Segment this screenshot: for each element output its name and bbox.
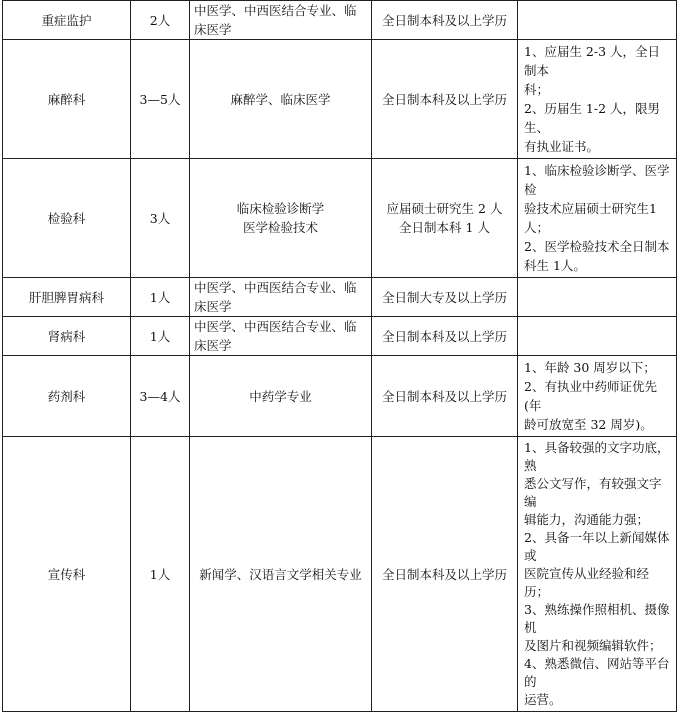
note-line: 1、年龄 30 周岁以下； [524, 360, 656, 375]
headcount-cell: 3—4人 [131, 356, 190, 437]
note-line: 2、具备一年以上新闻媒体或 [524, 530, 670, 563]
recruitment-table [2, 0, 677, 712]
headcount-cell: 1人 [131, 317, 190, 356]
note-line: 科； [524, 82, 550, 97]
major-line: 中药学专业 [249, 388, 312, 404]
table-row [3, 437, 677, 712]
headcount-cell: 1人 [131, 278, 190, 317]
department-cell: 重症监护 [3, 1, 131, 40]
note-line: 辑能力，沟通能力强； [524, 512, 650, 527]
table-row [3, 159, 677, 278]
table-row [3, 317, 677, 356]
note-line: 科生 1人。 [524, 258, 586, 273]
major-line: 麻醉学、临床医学 [230, 91, 331, 107]
note-line: 运营。 [524, 692, 562, 707]
major-cell [190, 437, 372, 712]
education-cell [372, 1, 518, 40]
major-line: 床医学 [194, 299, 232, 314]
table-row [3, 278, 677, 317]
table-row [3, 40, 677, 159]
major-line: 医学检验技术 [242, 220, 318, 235]
education-line: 全日制本科及以上学历 [381, 91, 507, 107]
education-cell [372, 40, 518, 159]
note-line: 1、具备较强的文字功底，熟 [524, 440, 670, 473]
note-line: 1、临床检验诊断学、医学检 [524, 163, 670, 197]
department-cell: 肾病科 [3, 317, 131, 356]
education-cell [372, 317, 518, 356]
notes-cell [518, 317, 677, 356]
major-cell [190, 278, 372, 317]
major-cell [190, 356, 372, 437]
major-line: 床医学 [194, 22, 232, 37]
note-line: 及图片和视频编辑软件； [524, 638, 662, 653]
notes-cell [518, 40, 677, 159]
table-row [3, 356, 677, 437]
major-line: 中医学、中西医结合专业、临 [194, 319, 357, 334]
note-line: 龄可放宽至 32 周岁)。 [524, 417, 653, 432]
major-line: 临床检验诊断学 [236, 201, 325, 216]
education-line: 全日制本科 1 人 [399, 220, 490, 235]
note-line: 4、熟悉微信、网站等平台的 [524, 656, 670, 689]
headcount-cell: 3人 [131, 159, 190, 278]
note-line: 2、历届生 1-2 人，限男生、 [524, 101, 661, 135]
notes-cell [518, 278, 677, 317]
note-line: 验技术应届硕士研究生1人； [524, 201, 657, 235]
major-cell [190, 159, 372, 278]
note-line: 有执业证书。 [524, 139, 600, 154]
note-line: 悉公文写作，有较强文字编 [524, 476, 662, 509]
table-row [3, 1, 677, 40]
education-line: 全日制本科及以上学历 [381, 328, 507, 344]
major-cell [190, 1, 372, 40]
notes-cell [518, 356, 677, 437]
table-body [3, 1, 677, 712]
major-cell [190, 40, 372, 159]
headcount-cell: 2人 [131, 1, 190, 40]
notes-cell [518, 437, 677, 712]
education-line: 全日制大专及以上学历 [381, 289, 507, 305]
major-line: 中医学、中西医结合专业、临 [194, 280, 357, 295]
education-line: 全日制本科及以上学历 [381, 566, 507, 582]
major-line: 新闻学、汉语言文学相关专业 [199, 566, 362, 582]
education-cell [372, 278, 518, 317]
note-line: 2、有执业中药师证优先(年 [524, 379, 657, 413]
notes-cell [518, 1, 677, 40]
education-line: 全日制本科及以上学历 [381, 12, 507, 28]
headcount-cell: 1人 [131, 437, 190, 712]
note-line: 1、应届生 2-3 人，全日制本 [524, 44, 661, 78]
education-cell [372, 356, 518, 437]
department-cell: 宣传科 [3, 437, 131, 712]
department-cell: 检验科 [3, 159, 131, 278]
education-cell [372, 437, 518, 712]
education-line: 全日制本科及以上学历 [381, 388, 507, 404]
note-line: 3、熟练操作照相机、摄像机 [524, 602, 670, 635]
headcount-cell: 3—5人 [131, 40, 190, 159]
education-cell [372, 159, 518, 278]
department-cell: 麻醉科 [3, 40, 131, 159]
major-cell [190, 317, 372, 356]
education-line: 应届硕士研究生 2 人 [386, 201, 503, 216]
major-line: 床医学 [194, 338, 232, 353]
major-line: 中医学、中西医结合专业、临 [194, 3, 357, 18]
notes-cell [518, 159, 677, 278]
department-cell: 肝胆脾胃病科 [3, 278, 131, 317]
department-cell: 药剂科 [3, 356, 131, 437]
note-line: 2、医学检验技术全日制本 [524, 239, 670, 254]
note-line: 医院宣传从业经验和经历； [524, 566, 650, 599]
